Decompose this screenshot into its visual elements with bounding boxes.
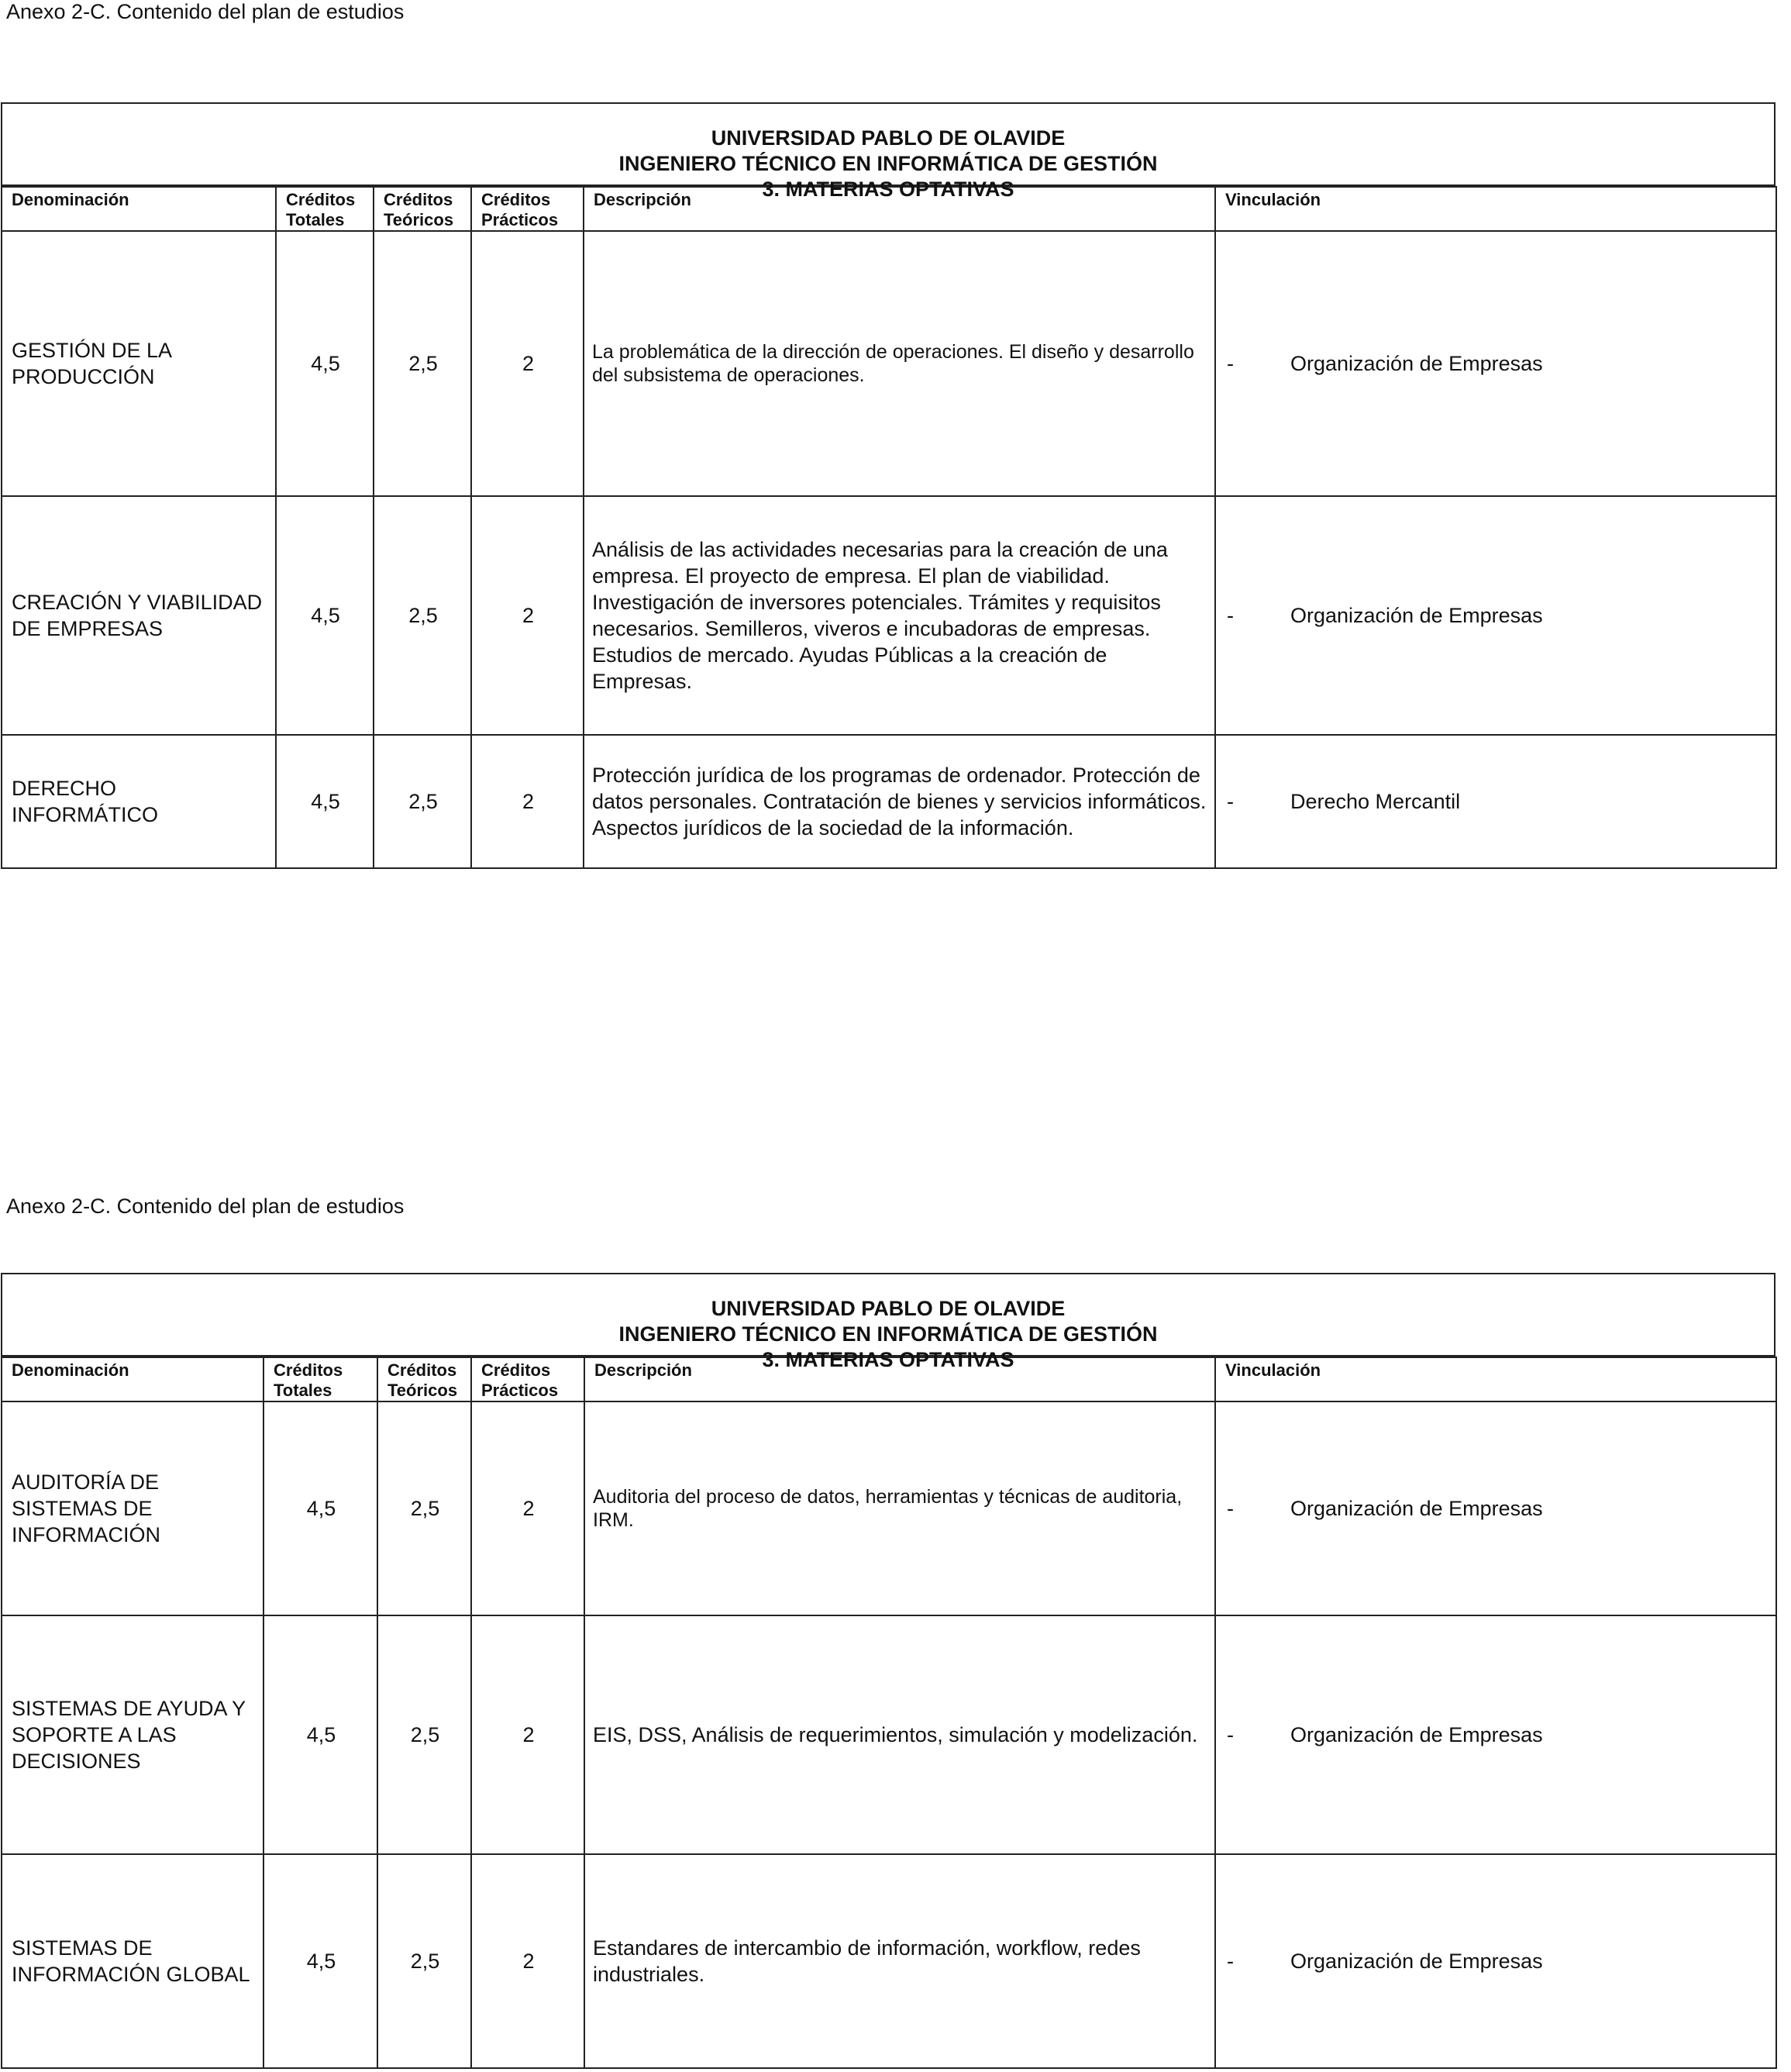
subject-link: - Organización de Empresas xyxy=(1215,1401,1776,1615)
credits-practice: 2 xyxy=(471,1401,584,1615)
credits-practice: 2 xyxy=(471,735,584,868)
subject-name: AUDITORÍA DE SISTEMAS DE INFORMACIÓN xyxy=(2,1401,263,1615)
subject-name: DERECHO INFORMÁTICO xyxy=(2,735,276,868)
col-descripcion: Descripción xyxy=(584,1357,1215,1401)
credits-practice: 2 xyxy=(471,1615,584,1854)
credits-total: 4,5 xyxy=(276,231,374,496)
credits-practice: 2 xyxy=(471,231,584,496)
subject-description: La problemática de la dirección de operaciones. El diseño y desarrollo del subsistema de operaciones. xyxy=(584,231,1215,496)
subject-link: - Derecho Mercantil xyxy=(1215,735,1776,868)
credits-total: 4,5 xyxy=(263,1854,377,2068)
col-vinculacion: Vinculación xyxy=(1215,1357,1776,1401)
col-creditos-totales: Créditos Totales xyxy=(263,1357,377,1401)
table-row xyxy=(2,1401,1776,1615)
credits-theory: 2,5 xyxy=(377,1854,471,2068)
subject-name: SISTEMAS DE AYUDA Y SOPORTE A LAS DECISIONES xyxy=(2,1615,263,1854)
credits-practice: 2 xyxy=(471,496,584,735)
subject-name: SISTEMAS DE INFORMACIÓN GLOBAL xyxy=(2,1854,263,2068)
col-denominacion: Denominación xyxy=(2,1357,263,1401)
subject-link: - Organización de Empresas xyxy=(1215,1854,1776,2068)
table-row xyxy=(2,496,1776,735)
table-row xyxy=(2,231,1776,496)
subjects-grid xyxy=(1,1357,1777,2069)
subject-description: Análisis de las actividades necesarias para la creación de una empresa. El proyecto de empresa. El plan de viabilidad. Investigación de inversores potenciales. Trámites y requisitos necesarios. Semilleros, viveros e incubadoras de empresas. Estudios de mercado. Ayudas Públicas a la creación de Empresas. xyxy=(584,496,1215,735)
curriculum-table-2 xyxy=(1,1273,1776,2069)
subject-name: GESTIÓN DE LA PRODUCCIÓN xyxy=(2,231,276,496)
annex-label: Anexo 2-C. Contenido del plan de estudios xyxy=(6,0,405,23)
credits-theory: 2,5 xyxy=(374,735,471,868)
credits-total: 4,5 xyxy=(276,735,374,868)
subject-link: - Organización de Empresas xyxy=(1215,231,1776,496)
university-title: UNIVERSIDAD PABLO DE OLAVIDE xyxy=(711,126,1066,150)
col-creditos-totales: Créditos Totales xyxy=(276,187,374,231)
credits-total: 4,5 xyxy=(263,1615,377,1854)
credits-total: 4,5 xyxy=(263,1401,377,1615)
table-row xyxy=(2,1854,1776,2068)
col-denominacion: Denominación xyxy=(2,187,276,231)
col-creditos-teoricos: Créditos Teóricos xyxy=(374,187,471,231)
section-title: 3. MATERIAS OPTATIVAS xyxy=(762,1348,1014,1371)
credits-theory: 2,5 xyxy=(374,496,471,735)
subject-name: CREACIÓN Y VIABILIDAD DE EMPRESAS xyxy=(2,496,276,735)
col-creditos-teoricos: Créditos Teóricos xyxy=(377,1357,471,1401)
credits-total: 4,5 xyxy=(276,496,374,735)
annex-label: Anexo 2-C. Contenido del plan de estudios xyxy=(6,1195,405,1218)
credits-theory: 2,5 xyxy=(374,231,471,496)
degree-title: INGENIERO TÉCNICO EN INFORMÁTICA DE GESTIÓN xyxy=(618,1322,1158,1346)
subject-link: - Organización de Empresas xyxy=(1215,496,1776,735)
credits-practice: 2 xyxy=(471,1854,584,2068)
subject-description: Estandares de intercambio de información, workflow, redes industriales. xyxy=(584,1854,1215,2068)
col-descripcion: Descripción xyxy=(584,187,1215,231)
col-vinculacion: Vinculación xyxy=(1215,187,1776,231)
subject-link: - Organización de Empresas xyxy=(1215,1615,1776,1854)
curriculum-table-1 xyxy=(1,102,1776,869)
col-creditos-practicos: Créditos Prácticos xyxy=(471,187,584,231)
degree-title: INGENIERO TÉCNICO EN INFORMÁTICA DE GESTIÓN xyxy=(618,152,1158,175)
credits-theory: 2,5 xyxy=(377,1401,471,1615)
table-row xyxy=(2,1615,1776,1854)
table-row xyxy=(2,735,1776,868)
credits-theory: 2,5 xyxy=(377,1615,471,1854)
section-title: 3. MATERIAS OPTATIVAS xyxy=(762,178,1014,201)
university-title: UNIVERSIDAD PABLO DE OLAVIDE xyxy=(711,1297,1066,1320)
subjects-grid xyxy=(1,186,1777,869)
col-creditos-practicos: Créditos Prácticos xyxy=(471,1357,584,1401)
subject-description: EIS, DSS, Análisis de requerimientos, simulación y modelización. xyxy=(584,1615,1215,1854)
subject-description: Protección jurídica de los programas de ordenador. Protección de datos personales. Contratación de bienes y servicios informáticos. Aspectos jurídicos de la sociedad de la información. xyxy=(584,735,1215,868)
subject-description: Auditoria del proceso de datos, herramientas y técnicas de auditoria, IRM. xyxy=(584,1401,1215,1615)
